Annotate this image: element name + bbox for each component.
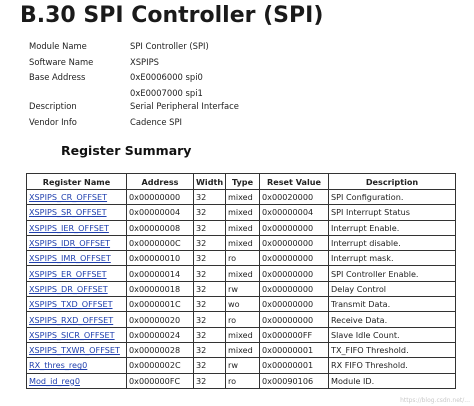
cell-address: 0x00000014 (127, 266, 194, 281)
cell-type: mixed (226, 235, 260, 250)
table-row (27, 235, 456, 250)
cell-address: 0x0000002C (127, 358, 194, 373)
cell-width: 32 (194, 190, 226, 205)
cell-description: Interrupt Enable. (329, 220, 456, 235)
column-header-reset-value: Reset Value (260, 174, 329, 190)
table-row (27, 251, 456, 266)
cell-register-name[interactable]: XSPIPS_TXWR_OFFSET (27, 342, 127, 357)
cell-description: Module ID. (329, 373, 456, 388)
register-summary-table (26, 173, 456, 389)
table-row (27, 190, 456, 205)
cell-register-name[interactable]: XSPIPS_SR_OFFSET (27, 205, 127, 220)
cell-reset-value: 0x000000FF (260, 327, 329, 342)
cell-width: 32 (194, 297, 226, 312)
cell-register-name[interactable]: XSPIPS_ER_OFFSET (27, 266, 127, 281)
cell-width: 32 (194, 266, 226, 281)
info-value (130, 70, 203, 99)
cell-address: 0x00000000 (127, 190, 194, 205)
cell-type: mixed (226, 190, 260, 205)
table-row (27, 373, 456, 388)
cell-register-name[interactable]: XSPIPS_IER_OFFSET (27, 220, 127, 235)
cell-description: SPI Controller Enable. (329, 266, 456, 281)
cell-width: 32 (194, 327, 226, 342)
watermark: https://blog.csdn.net/... (400, 397, 470, 404)
cell-address: 0x000000FC (127, 373, 194, 388)
cell-description: Interrupt mask. (329, 251, 456, 266)
column-header-width: Width (194, 174, 226, 190)
info-value-line: XSPIPS (130, 56, 159, 67)
cell-address: 0x0000001C (127, 297, 194, 312)
cell-address: 0x00000024 (127, 327, 194, 342)
cell-register-name[interactable]: XSPIPS_TXD_OFFSET (27, 297, 127, 312)
cell-address: 0x00000018 (127, 281, 194, 296)
table-row (27, 220, 456, 235)
cell-width: 32 (194, 220, 226, 235)
info-value-line: SPI Controller (SPI) (130, 41, 209, 51)
module-info (29, 39, 239, 130)
info-value (130, 55, 159, 71)
info-label: Software Name (29, 56, 94, 67)
info-label: Vendor Info (29, 116, 77, 127)
cell-type: ro (226, 251, 260, 266)
cell-width: 32 (194, 281, 226, 296)
cell-type: wo (226, 297, 260, 312)
cell-type: mixed (226, 342, 260, 357)
info-value-line: Serial Peripheral Interface (130, 101, 239, 111)
table-row (27, 342, 456, 357)
column-header-address: Address (127, 174, 194, 190)
cell-register-name[interactable]: XSPIPS_RXD_OFFSET (27, 312, 127, 327)
cell-reset-value: 0x00000004 (260, 205, 329, 220)
cell-reset-value: 0x00000001 (260, 342, 329, 357)
cell-description: Receive Data. (329, 312, 456, 327)
cell-address: 0x00000020 (127, 312, 194, 327)
cell-register-name[interactable]: Mod_id_reg0 (27, 373, 127, 388)
cell-reset-value: 0x00090106 (260, 373, 329, 388)
cell-reset-value: 0x00000000 (260, 297, 329, 312)
info-value-line: Cadence SPI (130, 116, 183, 127)
cell-width: 32 (194, 235, 226, 250)
cell-register-name[interactable]: XSPIPS_DR_OFFSET (27, 281, 127, 296)
cell-address: 0x00000008 (127, 220, 194, 235)
cell-type: ro (226, 373, 260, 388)
table-row (27, 312, 456, 327)
cell-description: SPI Interrupt Status (329, 205, 456, 220)
cell-reset-value: 0x00000000 (260, 220, 329, 235)
cell-reset-value: 0x00000000 (260, 266, 329, 281)
cell-register-name[interactable]: XSPIPS_CR_OFFSET (27, 190, 127, 205)
column-header-description: Description (329, 174, 456, 190)
cell-description: Slave Idle Count. (329, 327, 456, 342)
cell-type: rw (226, 358, 260, 373)
cell-description: TX_FIFO Threshold. (329, 342, 456, 357)
cell-width: 32 (194, 358, 226, 373)
info-label: Base Address (29, 72, 86, 82)
info-row-description (29, 99, 239, 115)
table-row (27, 205, 456, 220)
cell-description: Transmit Data. (329, 297, 456, 312)
cell-address: 0x00000028 (127, 342, 194, 357)
info-row-software-name (29, 55, 239, 71)
table-row (27, 327, 456, 342)
info-value (130, 39, 209, 55)
cell-description: RX FIFO Threshold. (329, 358, 456, 373)
info-value (130, 115, 182, 131)
cell-type: rw (226, 281, 260, 296)
cell-reset-value: 0x00000000 (260, 251, 329, 266)
register-summary-heading: Register Summary (61, 143, 192, 158)
info-row-base-address (29, 70, 239, 99)
page-title: B.30 SPI Controller (SPI) (20, 3, 324, 28)
cell-type: mixed (226, 266, 260, 281)
table-row (27, 297, 456, 312)
table-row (27, 281, 456, 296)
cell-description: Delay Control (329, 281, 456, 296)
cell-register-name[interactable]: XSPIPS_IMR_OFFSET (27, 251, 127, 266)
cell-width: 32 (194, 251, 226, 266)
cell-width: 32 (194, 373, 226, 388)
info-row-module-name (29, 39, 239, 55)
cell-register-name[interactable]: XSPIPS_SICR_OFFSET (27, 327, 127, 342)
cell-type: ro (226, 312, 260, 327)
cell-reset-value: 0x00000000 (260, 312, 329, 327)
column-header-type: Type (226, 174, 260, 190)
info-label: Description (29, 101, 77, 111)
table-row (27, 266, 456, 281)
info-value-line: 0xE0007000 spi1 (130, 87, 203, 98)
cell-type: mixed (226, 220, 260, 235)
table-header-row (27, 174, 456, 190)
info-value-line: 0xE0006000 spi0 (130, 72, 203, 82)
table-body (27, 190, 456, 389)
info-row-vendor-info (29, 115, 239, 131)
cell-type: mixed (226, 205, 260, 220)
cell-width: 32 (194, 312, 226, 327)
cell-description: SPI Configuration. (329, 190, 456, 205)
info-label: Module Name (29, 41, 87, 51)
info-value (130, 99, 239, 115)
cell-reset-value: 0x00000000 (260, 235, 329, 250)
cell-reset-value: 0x00000000 (260, 281, 329, 296)
cell-description: Interrupt disable. (329, 235, 456, 250)
cell-address: 0x0000000C (127, 235, 194, 250)
cell-address: 0x00000010 (127, 251, 194, 266)
cell-width: 32 (194, 205, 226, 220)
cell-register-name[interactable]: XSPIPS_IDR_OFFSET (27, 235, 127, 250)
cell-width: 32 (194, 342, 226, 357)
cell-type: mixed (226, 327, 260, 342)
cell-address: 0x00000004 (127, 205, 194, 220)
cell-reset-value: 0x00020000 (260, 190, 329, 205)
table-row (27, 358, 456, 373)
cell-reset-value: 0x00000001 (260, 358, 329, 373)
column-header-register-name: Register Name (27, 174, 127, 190)
cell-register-name[interactable]: RX_thres_reg0 (27, 358, 127, 373)
